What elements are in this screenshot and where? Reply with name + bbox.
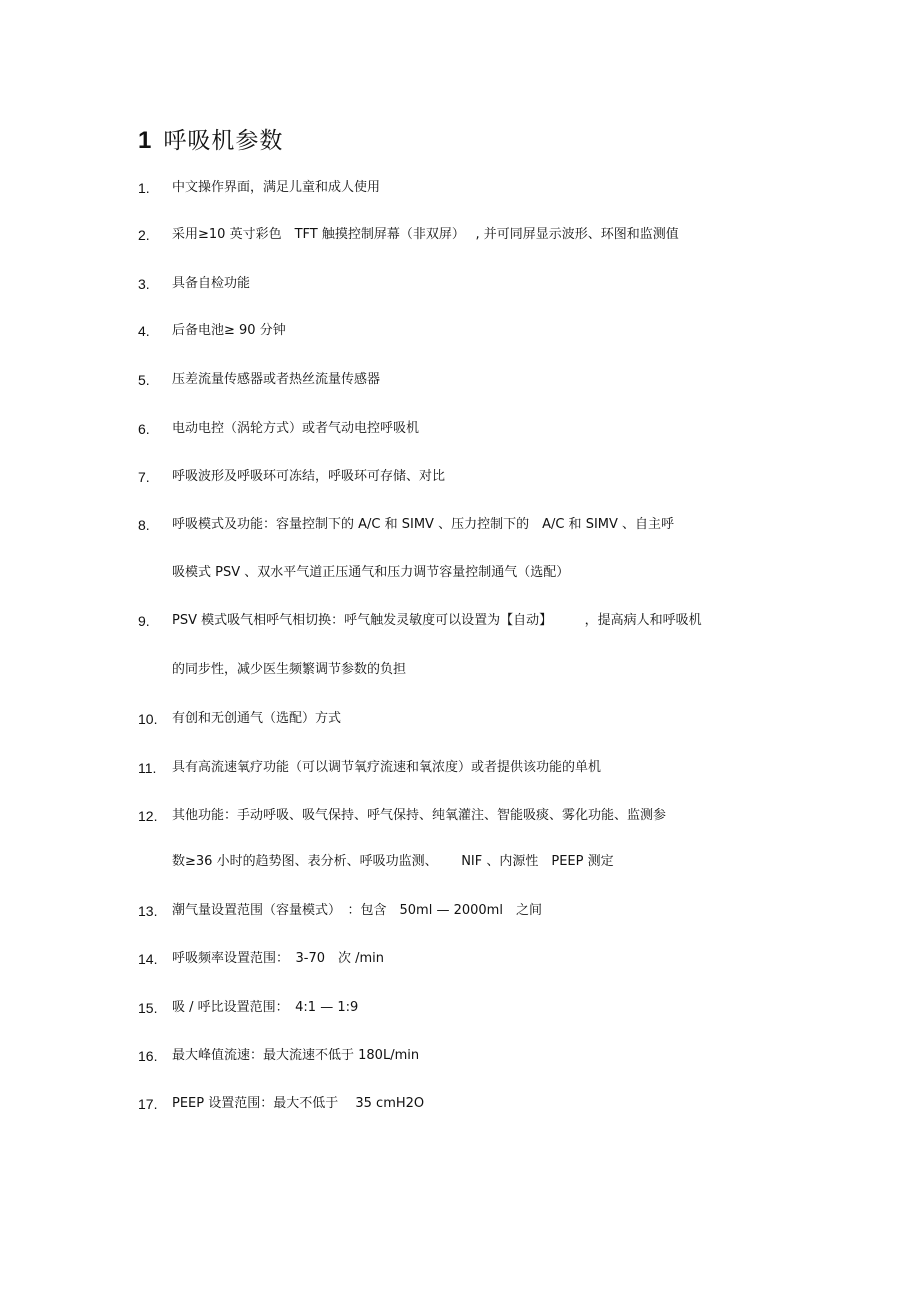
list-item-text: 后备电池≥ 90 分钟	[172, 323, 286, 338]
list-item-number: 4.	[138, 323, 150, 339]
list-item-text: 潮气量设置范围（容量模式） ：包含 50ml — 2000ml 之间	[172, 903, 542, 918]
list-item-text: 呼吸模式及功能：容量控制下的 A/C 和 SIMV 、压力控制下的 A/C 和 SIMV 、自主呼	[172, 517, 675, 532]
list-item-number: 14.	[138, 951, 158, 967]
list-item-text: 具备自检功能	[172, 276, 251, 291]
list-item-number: 3.	[138, 276, 150, 292]
list-item-number: 17.	[138, 1096, 158, 1112]
list-item-text: 中文操作界面，满足儿童和成人使用	[172, 180, 381, 195]
list-item-text: 采用≥10 英寸彩色 TFT 触摸控制屏幕（非双屏） , 并可同屏显示波形、环图和监测值	[172, 227, 679, 242]
list-item-text: PEEP 设置范围：最大不低于 35 cmH2O	[172, 1096, 425, 1111]
section-number: 1	[138, 127, 152, 154]
list-item-number: 11.	[138, 760, 157, 776]
list-item-text: 最大峰值流速：最大流速不低于 180L/min	[172, 1048, 420, 1063]
list-item-text: 具有高流速氧疗功能（可以调节氧疗流速和氧浓度）或者提供该功能的单机	[172, 760, 602, 775]
section-heading	[138, 122, 283, 162]
list-item-9-continuation: 的同步性，减少医生频繁调节参数的负担	[172, 662, 407, 677]
list-item-8-continuation: 吸模式 PSV 、双水平气道正压通气和压力调节容量控制通气（选配）	[172, 565, 570, 580]
list-item-text: 电动电控（涡轮方式）或者气动电控呼吸机	[172, 421, 420, 436]
list-item-number: 1.	[138, 180, 150, 196]
list-item-number: 2.	[138, 227, 150, 243]
list-item-number: 9.	[138, 613, 150, 629]
list-item-number: 15.	[138, 1000, 158, 1016]
list-item-text: 有创和无创通气（选配）方式	[172, 711, 342, 726]
list-item-number: 5.	[138, 372, 150, 388]
list-item-text: PSV 模式吸气相呼气相切换：呼气触发灵敏度可以设置为【自动】 ，提高病人和呼吸机	[172, 613, 702, 628]
list-item-number: 12.	[138, 808, 158, 824]
list-item-12-continuation: 数≥36 小时的趋势图、表分析、呼吸功监测、 NIF 、内源性 PEEP 测定	[172, 854, 614, 869]
list-item-number: 13.	[138, 903, 158, 919]
list-item-number: 6.	[138, 421, 150, 437]
list-item-text: 压差流量传感器或者热丝流量传感器	[172, 372, 381, 387]
list-item-number: 16.	[138, 1048, 158, 1064]
list-item-text: 吸 / 呼比设置范围： 4:1 — 1:9	[172, 1000, 359, 1015]
list-item-text: 呼吸频率设置范围： 3-70 次 /min	[172, 951, 385, 966]
list-item-number: 7.	[138, 469, 150, 485]
section-title: 呼吸机参数	[163, 128, 284, 154]
list-item-text: 呼吸波形及呼吸环可冻结，呼吸环可存储、对比	[172, 469, 446, 484]
list-item-number: 10.	[138, 711, 158, 727]
list-item-text: 其他功能：手动呼吸、吸气保持、呼气保持、纯氧灌注、智能吸痰、雾化功能、监测参	[172, 808, 667, 823]
list-item-number: 8.	[138, 517, 150, 533]
